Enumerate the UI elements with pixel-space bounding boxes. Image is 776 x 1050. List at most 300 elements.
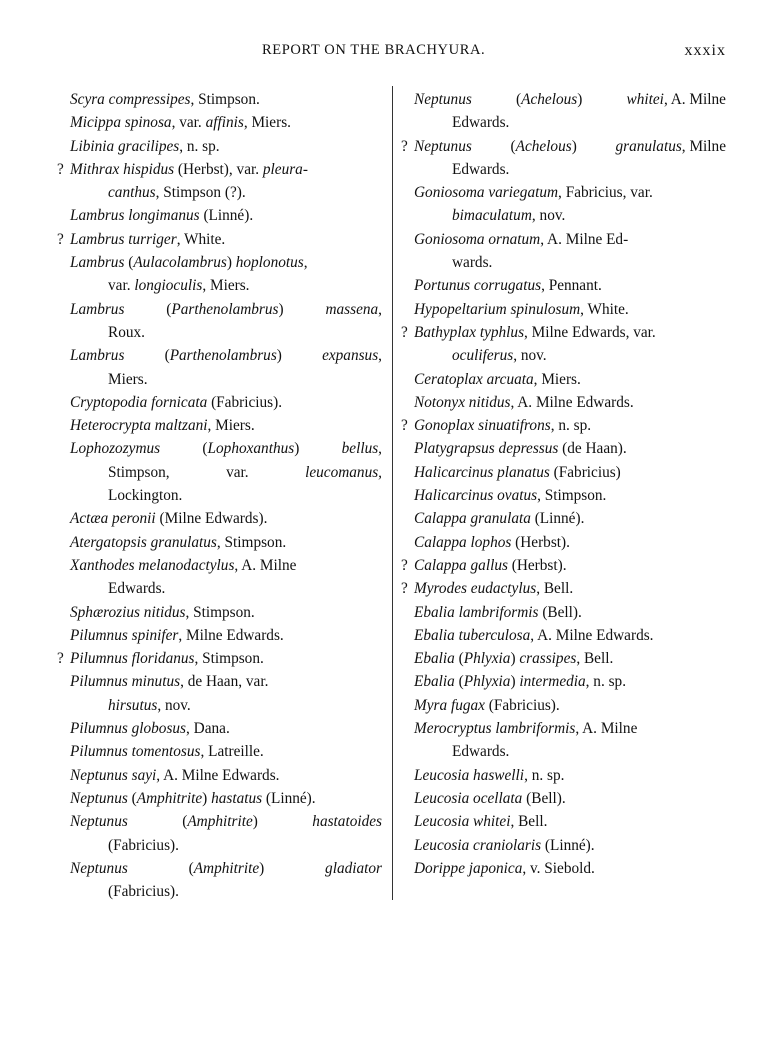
species-entry bbox=[56, 601, 382, 624]
entry-line bbox=[70, 507, 382, 530]
species-entry bbox=[400, 601, 726, 624]
authority: Stimpson, bbox=[108, 463, 170, 481]
taxon-name: Calappa lophos bbox=[414, 533, 512, 551]
entry-continuation bbox=[70, 461, 382, 484]
authority: ( bbox=[454, 673, 464, 691]
taxon-name: Hypopeltarium spinulosum bbox=[414, 300, 581, 318]
punct: ) bbox=[252, 813, 258, 831]
authority: , nov. bbox=[157, 696, 191, 714]
entry-line bbox=[414, 298, 726, 321]
entry-line bbox=[70, 251, 382, 274]
subgenus: Amphitrite bbox=[187, 813, 253, 831]
species-entry bbox=[400, 181, 726, 228]
taxon-name: Myra fugax bbox=[414, 696, 485, 714]
species-entry bbox=[56, 507, 382, 530]
taxon-name: Lambrus bbox=[70, 254, 125, 272]
taxon-name: Phlyxia bbox=[463, 650, 511, 668]
taxon-name: Ebalia bbox=[414, 673, 455, 691]
entry-line bbox=[414, 135, 726, 158]
entry-line bbox=[414, 787, 726, 810]
authority: ) bbox=[510, 673, 520, 691]
authority: , Bell. bbox=[510, 813, 548, 831]
taxon-name: hoplonotus bbox=[235, 254, 304, 272]
species-entry bbox=[56, 437, 382, 507]
query-mark: ? bbox=[401, 417, 408, 435]
entry-line bbox=[414, 857, 726, 880]
species-entry bbox=[56, 764, 382, 787]
authority: , Bell. bbox=[536, 580, 574, 598]
species-entry bbox=[56, 624, 382, 647]
authority: ) bbox=[510, 650, 520, 668]
authority: , Stimpson. bbox=[185, 603, 255, 621]
authority: Edwards. bbox=[452, 114, 510, 132]
authority: (Linné). bbox=[199, 207, 254, 225]
entry-line bbox=[70, 810, 382, 833]
punct: ) bbox=[259, 859, 265, 877]
taxon-name: hastatus bbox=[211, 789, 263, 807]
entry-continuation bbox=[70, 321, 382, 344]
entry-line bbox=[70, 344, 382, 367]
authority: (Herbst). bbox=[507, 556, 567, 574]
authority: , bbox=[378, 440, 382, 458]
species-entry bbox=[400, 228, 726, 275]
authority: , Latreille. bbox=[200, 743, 264, 761]
authority: (Bell). bbox=[522, 789, 566, 807]
entry-line bbox=[414, 437, 726, 460]
genus: Neptunus bbox=[70, 859, 128, 877]
entry-line bbox=[70, 740, 382, 763]
entry-line bbox=[414, 554, 726, 577]
entry-continuation bbox=[414, 111, 726, 134]
punct: ( bbox=[510, 137, 516, 155]
page-number: xxxix bbox=[684, 42, 726, 59]
entry-line bbox=[414, 391, 726, 414]
species-list-right bbox=[400, 88, 726, 880]
species-entry bbox=[400, 577, 726, 600]
taxon-name: Pilumnus tomentosus bbox=[70, 743, 201, 761]
entry-line bbox=[414, 531, 726, 554]
species-entry bbox=[56, 88, 382, 111]
authority: Edwards. bbox=[452, 160, 510, 178]
genus: Neptunus bbox=[414, 137, 472, 155]
species-entry bbox=[400, 507, 726, 530]
taxon-name: Scyra compressipes bbox=[70, 91, 191, 108]
species-entry bbox=[400, 321, 726, 368]
entry-line bbox=[70, 647, 382, 670]
authority: (Linné). bbox=[262, 789, 316, 807]
taxon-name: Pilumnus minutus bbox=[70, 673, 181, 691]
taxon-name: Ebalia lambriformis bbox=[414, 603, 539, 621]
authority: (Linné). bbox=[541, 836, 595, 854]
species-entry bbox=[56, 135, 382, 158]
species-entry bbox=[56, 857, 382, 904]
entry-line bbox=[70, 391, 382, 414]
punct: ( bbox=[164, 347, 170, 365]
entry-line bbox=[414, 507, 726, 530]
genus: Lambrus bbox=[70, 347, 125, 365]
species-entry bbox=[400, 135, 726, 182]
entry-line bbox=[414, 484, 726, 507]
authority: (Herbst), var. bbox=[174, 160, 263, 178]
species-entry bbox=[400, 857, 726, 880]
taxon-name: Goniosoma ornatum bbox=[414, 230, 541, 248]
entry-line bbox=[414, 274, 726, 297]
species: hastatoides bbox=[312, 813, 382, 831]
taxon-name: intermedia bbox=[519, 673, 586, 691]
entry-line bbox=[70, 437, 382, 460]
authority: (Milne Edwards). bbox=[155, 510, 268, 528]
authority: , bbox=[303, 254, 308, 272]
entry-continuation bbox=[70, 368, 382, 391]
entry-line bbox=[414, 321, 726, 344]
taxon-name: Atergatopsis granulatus bbox=[70, 533, 217, 551]
authority: , White. bbox=[176, 230, 226, 248]
entry-continuation bbox=[414, 344, 726, 367]
taxon-name: Halicarcinus ovatus bbox=[414, 487, 538, 505]
taxon-name: Lambrus turriger bbox=[70, 230, 177, 248]
variety-name: canthus bbox=[108, 184, 156, 202]
entry-line bbox=[70, 88, 382, 111]
species-entry bbox=[400, 368, 726, 391]
entry-line bbox=[70, 717, 382, 740]
entry-continuation bbox=[70, 484, 382, 507]
authority: , Dana. bbox=[186, 720, 230, 738]
taxon-name: Portunus corrugatus bbox=[414, 277, 542, 295]
species-entry bbox=[56, 810, 382, 857]
taxon-name: Calappa gallus bbox=[414, 556, 508, 574]
entry-line bbox=[414, 834, 726, 857]
authority: , Stimpson. bbox=[216, 533, 287, 551]
species-entry bbox=[400, 670, 726, 693]
query-mark: ? bbox=[57, 160, 64, 178]
entry-line bbox=[414, 601, 726, 624]
authority: , Stimpson (?). bbox=[155, 184, 246, 202]
taxon-name: crassipes bbox=[519, 650, 577, 668]
authority: , Milne Edwards, var. bbox=[524, 323, 656, 341]
taxon-name: Platygrapsus depressus bbox=[414, 440, 559, 458]
entry-line bbox=[70, 601, 382, 624]
authority: Lockington. bbox=[108, 487, 183, 505]
entry-continuation bbox=[414, 204, 726, 227]
entry-line bbox=[70, 298, 382, 321]
entry-line bbox=[70, 135, 382, 158]
species-entry bbox=[400, 717, 726, 764]
entry-line bbox=[70, 624, 382, 647]
authority: , n. sp. bbox=[179, 137, 220, 155]
taxon-name: Ebalia tuberculosa bbox=[414, 626, 531, 644]
species-entry bbox=[56, 391, 382, 414]
subgenus: Parthenolambrus bbox=[171, 300, 279, 318]
species-entry bbox=[400, 298, 726, 321]
authority: , White. bbox=[580, 300, 629, 318]
taxon-name: Xanthodes melanodactylus bbox=[70, 556, 235, 574]
taxon-name: Amphitrite bbox=[136, 789, 203, 807]
entry-continuation bbox=[70, 694, 382, 717]
genus: Neptunus bbox=[414, 91, 472, 108]
authority: , Bell. bbox=[576, 650, 614, 668]
species-entry bbox=[400, 414, 726, 437]
authority: Edwards. bbox=[452, 743, 510, 761]
punct: ) bbox=[278, 300, 284, 318]
species-entry bbox=[400, 647, 726, 670]
genus: Lophozozymus bbox=[70, 440, 161, 458]
species: expansus bbox=[322, 347, 379, 365]
subgenus: Amphitrite bbox=[193, 859, 260, 877]
taxon-name: Pilumnus spinifer bbox=[70, 626, 179, 644]
authority: ) bbox=[226, 254, 236, 272]
authority: (Fabricius). bbox=[484, 696, 560, 714]
punct: ( bbox=[182, 813, 188, 831]
species-entry bbox=[400, 531, 726, 554]
authority: , A. Milne Edwards. bbox=[156, 766, 280, 784]
taxon-name: Pilumnus globosus bbox=[70, 720, 187, 738]
entry-line bbox=[414, 461, 726, 484]
authority: var. bbox=[108, 277, 135, 295]
authority: , Stimpson. bbox=[537, 487, 607, 505]
punct: ( bbox=[166, 300, 172, 318]
species: massena bbox=[325, 300, 379, 318]
authority: ( bbox=[127, 789, 137, 807]
taxon-name: Ceratoplax arcuata bbox=[414, 370, 534, 388]
entry-line bbox=[414, 647, 726, 670]
entry-line bbox=[414, 764, 726, 787]
authority: ) bbox=[202, 789, 212, 807]
entry-line bbox=[414, 694, 726, 717]
variety-name: oculiferus bbox=[452, 347, 514, 365]
authority: , nov. bbox=[531, 207, 566, 225]
taxon-name: Goniosoma variegatum bbox=[414, 184, 559, 202]
entry-line bbox=[414, 717, 726, 740]
authority: (Fabricius). bbox=[108, 836, 179, 854]
taxon-name: Halicarcinus planatus bbox=[414, 463, 550, 481]
taxon-name: Cryptopodia fornicata bbox=[70, 393, 208, 411]
taxon-name: Lambrus longimanus bbox=[70, 207, 200, 225]
authority: , de Haan, var. bbox=[180, 673, 269, 691]
query-mark: ? bbox=[401, 137, 408, 155]
entry-line bbox=[70, 111, 382, 134]
taxon-name: Micippa spinosa bbox=[70, 114, 172, 132]
subgenus: Achelous bbox=[521, 91, 578, 108]
species-entry bbox=[56, 158, 382, 205]
entry-line bbox=[70, 228, 382, 251]
authority: ( bbox=[454, 650, 464, 668]
species-entry bbox=[56, 554, 382, 601]
taxon-name: Leucosia haswelli bbox=[414, 766, 525, 784]
entry-line bbox=[414, 670, 726, 693]
entry-line bbox=[414, 810, 726, 833]
authority: , n. sp. bbox=[524, 766, 565, 784]
entry-continuation bbox=[414, 251, 726, 274]
authority: Edwards. bbox=[108, 580, 166, 598]
entry-line bbox=[414, 624, 726, 647]
taxon-name: Leucosia craniolaris bbox=[414, 836, 542, 854]
entry-line bbox=[70, 531, 382, 554]
taxon-name: Myrodes eudactylus bbox=[414, 580, 537, 598]
species-entry bbox=[56, 647, 382, 670]
authority: , n. sp. bbox=[550, 417, 592, 435]
species-entry bbox=[400, 810, 726, 833]
species-entry bbox=[56, 414, 382, 437]
authority: Miers. bbox=[108, 370, 148, 388]
column-divider bbox=[392, 86, 393, 900]
query-mark: ? bbox=[401, 580, 408, 598]
authority: var. bbox=[226, 463, 249, 481]
authority: (Fabricius). bbox=[108, 883, 179, 901]
punct: ) bbox=[577, 91, 583, 108]
species-entry bbox=[400, 554, 726, 577]
entry-continuation bbox=[70, 834, 382, 857]
entry-line bbox=[70, 414, 382, 437]
taxon-name: affinis bbox=[205, 114, 244, 132]
authority: , n. sp. bbox=[585, 673, 627, 691]
species-entry bbox=[56, 670, 382, 717]
taxon-name: Libinia gracilipes bbox=[70, 137, 180, 155]
authority: , Stimpson. bbox=[190, 91, 260, 108]
species-entry bbox=[400, 694, 726, 717]
taxon-name: Leucosia whitei bbox=[414, 813, 511, 831]
entry-line bbox=[70, 764, 382, 787]
entry-line bbox=[414, 577, 726, 600]
authority: , Pennant. bbox=[541, 277, 602, 295]
entry-line bbox=[70, 787, 382, 810]
subgenus: Lophoxanthus bbox=[207, 440, 295, 458]
entry-line bbox=[414, 414, 726, 437]
authority: (Linné). bbox=[530, 510, 585, 528]
entry-line bbox=[414, 368, 726, 391]
punct: ( bbox=[516, 91, 522, 108]
entry-line bbox=[70, 857, 382, 880]
entry-line bbox=[70, 554, 382, 577]
variety-name: bimaculatum bbox=[452, 207, 532, 225]
species-entry bbox=[56, 531, 382, 554]
taxon-name: Phlyxia bbox=[463, 673, 511, 691]
punct: ( bbox=[202, 440, 208, 458]
genus: Neptunus bbox=[70, 813, 128, 831]
species: whitei bbox=[626, 91, 664, 108]
species-entry bbox=[400, 787, 726, 810]
authority: , var. bbox=[171, 114, 206, 132]
authority: , A. Milne Edwards. bbox=[510, 393, 634, 411]
entry-line bbox=[414, 88, 726, 111]
entry-continuation bbox=[414, 158, 726, 181]
authority: (Fabricius) bbox=[549, 463, 621, 481]
authority: (Fabricius). bbox=[207, 393, 283, 411]
taxon-name: Heterocrypta maltzani bbox=[70, 417, 208, 435]
authority: , A. Milne bbox=[663, 91, 726, 108]
authority: , Fabricius, var. bbox=[558, 184, 653, 202]
punct: ) bbox=[276, 347, 282, 365]
entry-continuation bbox=[70, 181, 382, 204]
taxon-name: Dorippe japonica bbox=[414, 859, 523, 877]
taxon-name: Bathyplax typhlus bbox=[414, 323, 525, 341]
species-entry bbox=[56, 204, 382, 227]
taxon-name: Actæa peronii bbox=[70, 510, 156, 528]
entry-continuation bbox=[414, 740, 726, 763]
punct: ) bbox=[294, 440, 300, 458]
entry-line bbox=[414, 228, 726, 251]
variety-name: longioculis bbox=[134, 277, 203, 295]
species-entry bbox=[400, 274, 726, 297]
authority: , nov. bbox=[513, 347, 547, 365]
authority: , Miers. bbox=[202, 277, 250, 295]
species: bellus bbox=[341, 440, 379, 458]
subgenus: Parthenolambrus bbox=[169, 347, 277, 365]
taxon-name: Gonoplax sinuatifrons bbox=[414, 417, 551, 435]
species-list-left bbox=[56, 88, 382, 903]
running-title: REPORT ON THE BRACHYURA. bbox=[262, 42, 486, 58]
species-entry bbox=[56, 717, 382, 740]
authority: , bbox=[378, 300, 382, 318]
species-entry bbox=[56, 111, 382, 134]
species-entry bbox=[400, 834, 726, 857]
entry-line bbox=[70, 670, 382, 693]
authority: , A. Milne Edwards. bbox=[530, 626, 654, 644]
variety-name: hirsutus bbox=[108, 696, 158, 714]
authority: , Milne bbox=[681, 137, 726, 155]
species-entry bbox=[56, 298, 382, 345]
punct: ) bbox=[571, 137, 577, 155]
species-entry bbox=[400, 391, 726, 414]
query-mark: ? bbox=[401, 323, 408, 341]
taxon-name: Mithrax hispidus bbox=[70, 160, 175, 178]
authority: (de Haan). bbox=[558, 440, 627, 458]
authority: , A. Milne Ed- bbox=[540, 230, 629, 248]
species-entry bbox=[400, 764, 726, 787]
species-entry bbox=[56, 228, 382, 251]
taxon-name: pleura- bbox=[262, 160, 308, 178]
taxon-name: Ebalia bbox=[414, 650, 455, 668]
taxon-name: Sphærozius nitidus bbox=[70, 603, 186, 621]
authority: , v. Siebold. bbox=[522, 859, 595, 877]
species-entry bbox=[56, 344, 382, 391]
authority: , Stimpson. bbox=[194, 650, 264, 668]
authority: , Miers. bbox=[207, 417, 255, 435]
variety-name: leucomanus, bbox=[305, 463, 382, 481]
species: gladiator bbox=[325, 859, 382, 877]
page-header bbox=[0, 42, 776, 66]
entry-line bbox=[70, 204, 382, 227]
query-mark: ? bbox=[401, 556, 408, 574]
species-entry bbox=[56, 787, 382, 810]
species-entry bbox=[400, 484, 726, 507]
authority: , bbox=[378, 347, 382, 365]
species-entry bbox=[400, 437, 726, 460]
query-mark: ? bbox=[57, 650, 64, 668]
entry-continuation bbox=[70, 577, 382, 600]
taxon-name: Neptunus bbox=[70, 789, 128, 807]
species-entry bbox=[56, 740, 382, 763]
genus: Lambrus bbox=[70, 300, 125, 318]
authority: , Miers. bbox=[533, 370, 581, 388]
authority: , A. Milne bbox=[234, 556, 297, 574]
taxon-name: Notonyx nitidus bbox=[414, 393, 511, 411]
entry-continuation bbox=[70, 880, 382, 903]
query-mark: ? bbox=[57, 230, 64, 248]
taxon-name: Calappa granulata bbox=[414, 510, 531, 528]
species-entry bbox=[400, 624, 726, 647]
taxon-name: Neptunus sayi bbox=[70, 766, 157, 784]
entry-line bbox=[70, 158, 382, 181]
taxon-name: Aulacolambrus bbox=[133, 254, 227, 272]
authority: ( bbox=[124, 254, 134, 272]
punct: ( bbox=[188, 859, 194, 877]
taxon-name: Merocryptus lambriformis bbox=[414, 720, 576, 738]
authority: (Herbst). bbox=[511, 533, 570, 551]
authority: , A. Milne bbox=[575, 720, 638, 738]
taxon-name: Pilumnus floridanus bbox=[70, 650, 195, 668]
species-entry bbox=[56, 251, 382, 298]
taxon-name: Leucosia ocellata bbox=[414, 789, 523, 807]
